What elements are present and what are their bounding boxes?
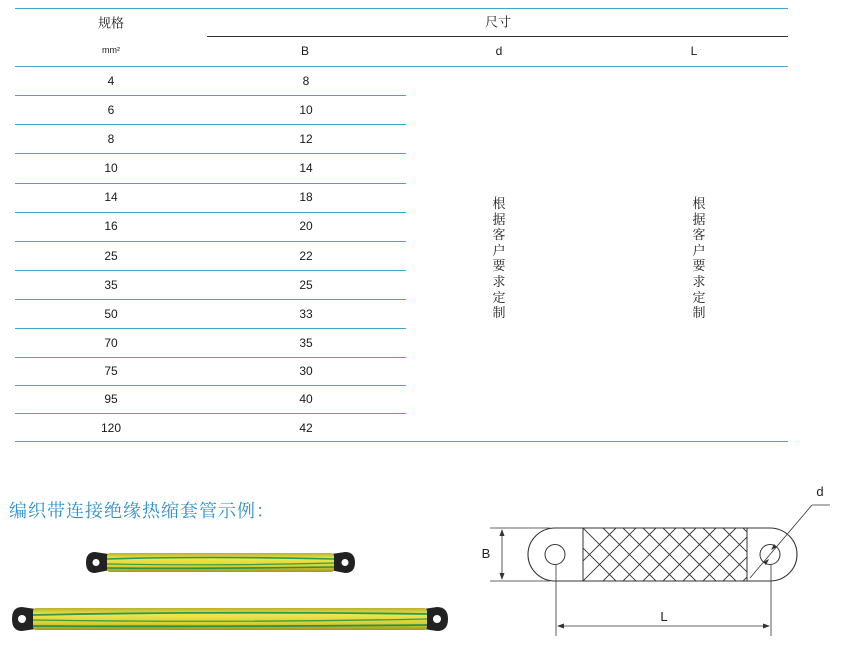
spec-cell: 120 bbox=[100, 421, 122, 435]
spec-cell: 8 bbox=[107, 132, 115, 146]
spec-cell: 75 bbox=[104, 364, 118, 378]
b-value-cell: 35 bbox=[299, 336, 313, 350]
b-value-cell: 22 bbox=[299, 249, 313, 263]
col-b-header: B bbox=[300, 44, 310, 58]
d-note-char: 求 bbox=[492, 274, 506, 290]
l-note-char: 要 bbox=[692, 259, 706, 275]
b-value-cell: 42 bbox=[299, 421, 313, 435]
b-value-cell: 14 bbox=[299, 161, 313, 175]
d-note-char: 制 bbox=[492, 306, 506, 322]
left-hole bbox=[545, 545, 565, 565]
l-note-char: 客 bbox=[692, 228, 706, 244]
d-note-char: 根 bbox=[492, 197, 506, 212]
spec-cell: 16 bbox=[104, 219, 118, 233]
spec-cell: 6 bbox=[107, 103, 115, 117]
spec-cell: 10 bbox=[104, 161, 118, 175]
b-value-cell: 8 bbox=[302, 74, 310, 88]
b-value-cell: 12 bbox=[299, 132, 313, 146]
spec-cell: 35 bbox=[104, 278, 118, 292]
unit-label: mm² bbox=[102, 45, 120, 55]
d-note-char: 客 bbox=[492, 228, 506, 244]
d-note-char: 据 bbox=[492, 212, 506, 228]
spec-cell: 14 bbox=[104, 190, 118, 204]
d-note-char: 要 bbox=[492, 259, 506, 275]
b-value-cell: 33 bbox=[299, 307, 313, 321]
l-note-char: 据 bbox=[692, 212, 706, 228]
dim-l-label: L bbox=[660, 609, 668, 624]
dim-d-label: d bbox=[816, 484, 824, 499]
spec-cell: 4 bbox=[107, 74, 115, 88]
example-title: 编织带连接绝缘热缩套管示例： bbox=[9, 501, 275, 522]
d-note-char: 定 bbox=[492, 290, 506, 306]
b-value-cell: 10 bbox=[299, 103, 313, 117]
spec-cell: 70 bbox=[104, 336, 118, 350]
b-value-cell: 25 bbox=[299, 278, 313, 292]
l-note-char: 户 bbox=[692, 243, 706, 259]
spec-header: 规格 bbox=[97, 15, 125, 31]
l-note-char: 定 bbox=[692, 290, 706, 306]
col-l-header: L bbox=[690, 44, 698, 58]
dim-b-label: B bbox=[481, 546, 491, 561]
l-note-char: 制 bbox=[692, 306, 706, 322]
b-value-cell: 40 bbox=[299, 392, 313, 406]
spec-cell: 50 bbox=[104, 307, 118, 321]
l-note-char: 求 bbox=[692, 274, 706, 290]
b-value-cell: 30 bbox=[299, 364, 313, 378]
size-header: 尺寸 bbox=[484, 14, 512, 30]
b-value-cell: 20 bbox=[299, 219, 313, 233]
d-note-char: 户 bbox=[492, 243, 506, 259]
b-value-cell: 18 bbox=[299, 190, 313, 204]
spec-cell: 95 bbox=[104, 392, 118, 406]
spec-cell: 25 bbox=[104, 249, 118, 263]
col-d-header: d bbox=[495, 44, 503, 58]
strap-outline bbox=[528, 528, 797, 581]
l-note-char: 根 bbox=[692, 197, 706, 212]
